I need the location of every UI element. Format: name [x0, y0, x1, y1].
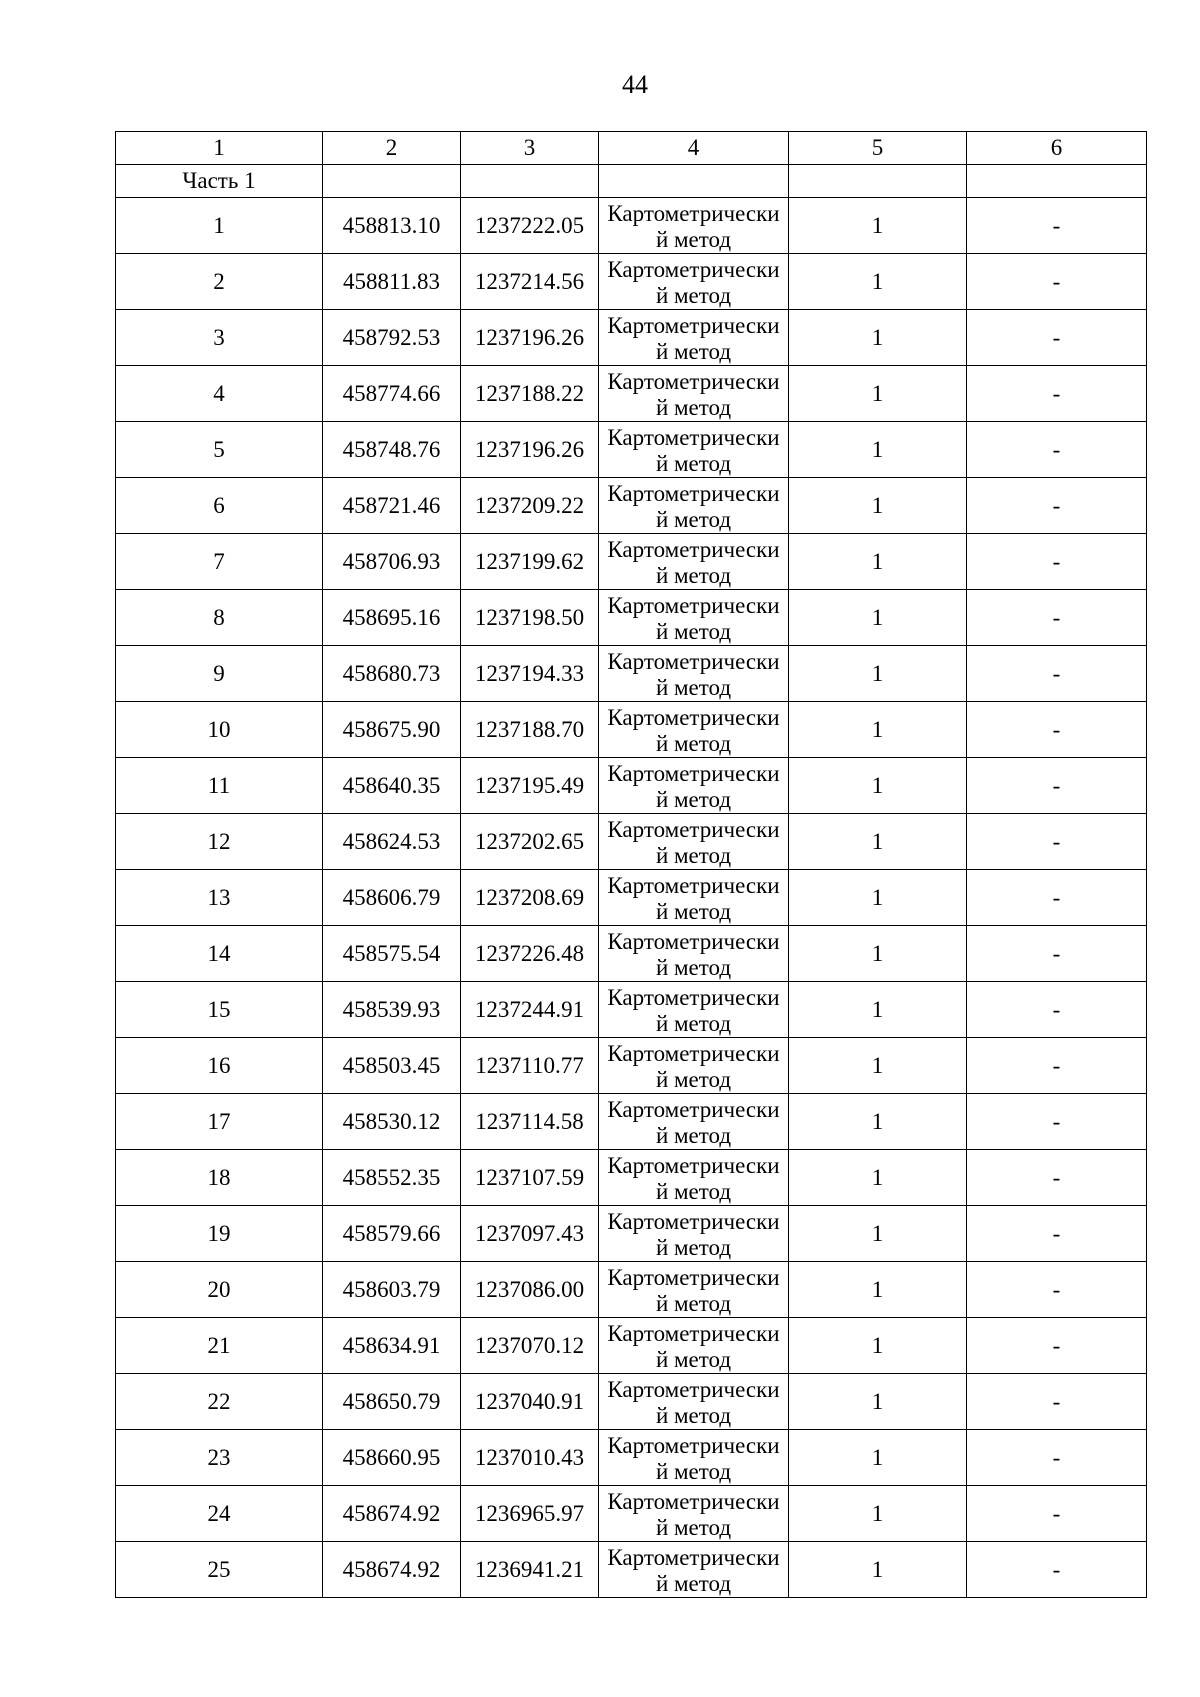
method-cell — [599, 1374, 789, 1430]
method-cell — [599, 982, 789, 1038]
coordinate-y-cell: 1237086.00 — [461, 1262, 599, 1318]
column-number-row — [116, 132, 1147, 165]
coordinate-y-cell: 1237107.59 — [461, 1150, 599, 1206]
method-cell — [599, 814, 789, 870]
method-text-line-1: Картометрически — [607, 200, 780, 226]
method-text-line-2: й метод — [655, 1346, 732, 1372]
note-cell: - — [967, 478, 1147, 534]
note-cell: - — [967, 870, 1147, 926]
point-number-cell: 8 — [116, 590, 323, 646]
coordinate-x-cell: 458624.53 — [323, 814, 461, 870]
method-text-line-1: Картометрически — [607, 704, 780, 730]
point-number-cell: 24 — [116, 1486, 323, 1542]
table-row — [116, 1430, 1147, 1486]
coordinates-table — [115, 131, 1147, 1598]
coordinate-y-cell: 1237198.50 — [461, 590, 599, 646]
method-text-line-1: Картометрически — [607, 1320, 780, 1346]
method-cell — [599, 1542, 789, 1598]
method-text-line-2: й метод — [655, 730, 732, 756]
accuracy-cell: 1 — [789, 1486, 967, 1542]
note-cell: - — [967, 366, 1147, 422]
accuracy-cell: 1 — [789, 1430, 967, 1486]
coordinate-x-cell: 458674.92 — [323, 1486, 461, 1542]
coordinate-y-cell: 1237199.62 — [461, 534, 599, 590]
point-number-cell: 4 — [116, 366, 323, 422]
coordinate-y-cell: 1237110.77 — [461, 1038, 599, 1094]
coordinate-x-cell: 458748.76 — [323, 422, 461, 478]
method-text-line-2: й метод — [655, 954, 732, 980]
table-row — [116, 1318, 1147, 1374]
method-text-line-2: й метод — [655, 898, 732, 924]
point-number-cell: 14 — [116, 926, 323, 982]
method-cell — [599, 1318, 789, 1374]
method-cell — [599, 366, 789, 422]
accuracy-cell: 1 — [789, 1094, 967, 1150]
method-text-line-2: й метод — [655, 226, 732, 252]
method-text-line-1: Картометрически — [607, 256, 780, 282]
point-number-cell: 19 — [116, 1206, 323, 1262]
coordinate-x-cell: 458603.79 — [323, 1262, 461, 1318]
coordinate-x-cell: 458539.93 — [323, 982, 461, 1038]
point-number-cell: 5 — [116, 422, 323, 478]
coordinate-y-cell: 1237194.33 — [461, 646, 599, 702]
point-number-cell: 7 — [116, 534, 323, 590]
accuracy-cell: 1 — [789, 534, 967, 590]
part-row-cell — [789, 165, 967, 198]
point-number-cell: 21 — [116, 1318, 323, 1374]
coordinate-y-cell: 1237070.12 — [461, 1318, 599, 1374]
part-row-cell — [323, 165, 461, 198]
table-row — [116, 1094, 1147, 1150]
method-text-line-1: Картометрически — [607, 1432, 780, 1458]
note-cell: - — [967, 1486, 1147, 1542]
point-number-cell: 1 — [116, 198, 323, 254]
method-text-line-2: й метод — [655, 842, 732, 868]
table-row — [116, 982, 1147, 1038]
table-row — [116, 870, 1147, 926]
point-number-cell: 3 — [116, 310, 323, 366]
note-cell: - — [967, 422, 1147, 478]
page-number: 44 — [622, 70, 648, 99]
coordinate-y-cell: 1237208.69 — [461, 870, 599, 926]
note-cell: - — [967, 1206, 1147, 1262]
method-text-line-2: й метод — [655, 1402, 732, 1428]
method-text-line-1: Картометрически — [607, 760, 780, 786]
coordinate-y-cell: 1237226.48 — [461, 926, 599, 982]
note-cell: - — [967, 1038, 1147, 1094]
method-text-line-2: й метод — [655, 1010, 732, 1036]
point-number-cell: 10 — [116, 702, 323, 758]
method-text-line-2: й метод — [655, 1290, 732, 1316]
part-row-cell — [599, 165, 789, 198]
table-row — [116, 758, 1147, 814]
coordinate-x-cell: 458792.53 — [323, 310, 461, 366]
note-cell: - — [967, 1318, 1147, 1374]
method-cell — [599, 870, 789, 926]
accuracy-cell: 1 — [789, 1374, 967, 1430]
table-row — [116, 422, 1147, 478]
note-cell: - — [967, 982, 1147, 1038]
coordinates-table-body — [116, 132, 1147, 1598]
method-cell — [599, 478, 789, 534]
note-cell: - — [967, 1430, 1147, 1486]
accuracy-cell: 1 — [789, 1262, 967, 1318]
column-number-2: 2 — [323, 132, 461, 165]
table-row — [116, 254, 1147, 310]
accuracy-cell: 1 — [789, 1150, 967, 1206]
point-number-cell: 11 — [116, 758, 323, 814]
table-row — [116, 1206, 1147, 1262]
method-text-line-1: Картометрически — [607, 872, 780, 898]
accuracy-cell: 1 — [789, 758, 967, 814]
method-text-line-1: Картометрически — [607, 312, 780, 338]
point-number-cell: 20 — [116, 1262, 323, 1318]
note-cell: - — [967, 1094, 1147, 1150]
method-text-line-2: й метод — [655, 1066, 732, 1092]
method-cell — [599, 198, 789, 254]
coordinate-x-cell: 458674.92 — [323, 1542, 461, 1598]
method-text-line-1: Картометрически — [607, 536, 780, 562]
point-number-cell: 18 — [116, 1150, 323, 1206]
method-cell — [599, 758, 789, 814]
column-number-4: 4 — [599, 132, 789, 165]
accuracy-cell: 1 — [789, 870, 967, 926]
coordinate-x-cell: 458650.79 — [323, 1374, 461, 1430]
accuracy-cell: 1 — [789, 310, 967, 366]
method-text-line-2: й метод — [655, 1514, 732, 1540]
coordinate-y-cell: 1237214.56 — [461, 254, 599, 310]
part-row-cell — [967, 165, 1147, 198]
coordinate-x-cell: 458675.90 — [323, 702, 461, 758]
method-text-line-1: Картометрически — [607, 592, 780, 618]
table-row — [116, 1542, 1147, 1598]
note-cell: - — [967, 1374, 1147, 1430]
column-number-1: 1 — [116, 132, 323, 165]
accuracy-cell: 1 — [789, 1206, 967, 1262]
method-text-line-2: й метод — [655, 1178, 732, 1204]
column-number-5: 5 — [789, 132, 967, 165]
coordinate-x-cell: 458813.10 — [323, 198, 461, 254]
point-number-cell: 23 — [116, 1430, 323, 1486]
coordinate-y-cell: 1237195.49 — [461, 758, 599, 814]
accuracy-cell: 1 — [789, 702, 967, 758]
accuracy-cell: 1 — [789, 982, 967, 1038]
method-text-line-1: Картометрически — [607, 1376, 780, 1402]
method-text-line-2: й метод — [655, 618, 732, 644]
method-text-line-2: й метод — [655, 1458, 732, 1484]
method-cell — [599, 646, 789, 702]
table-row — [116, 478, 1147, 534]
note-cell: - — [967, 254, 1147, 310]
coordinate-y-cell: 1237196.26 — [461, 310, 599, 366]
coordinate-x-cell: 458811.83 — [323, 254, 461, 310]
method-text-line-1: Картометрически — [607, 1040, 780, 1066]
accuracy-cell: 1 — [789, 590, 967, 646]
point-number-cell: 12 — [116, 814, 323, 870]
coordinate-x-cell: 458575.54 — [323, 926, 461, 982]
coordinate-y-cell: 1237244.91 — [461, 982, 599, 1038]
method-text-line-2: й метод — [655, 338, 732, 364]
table-row — [116, 590, 1147, 646]
coordinate-y-cell: 1237097.43 — [461, 1206, 599, 1262]
method-cell — [599, 422, 789, 478]
method-text-line-1: Картометрически — [607, 368, 780, 394]
method-cell — [599, 1038, 789, 1094]
method-cell — [599, 926, 789, 982]
table-row — [116, 198, 1147, 254]
method-text-line-1: Картометрически — [607, 480, 780, 506]
accuracy-cell: 1 — [789, 1542, 967, 1598]
coordinate-y-cell: 1237222.05 — [461, 198, 599, 254]
coordinate-y-cell: 1237209.22 — [461, 478, 599, 534]
coordinate-x-cell: 458579.66 — [323, 1206, 461, 1262]
accuracy-cell: 1 — [789, 646, 967, 702]
method-cell — [599, 534, 789, 590]
coordinate-x-cell: 458530.12 — [323, 1094, 461, 1150]
method-text-line-1: Картометрически — [607, 816, 780, 842]
table-row — [116, 814, 1147, 870]
point-number-cell: 22 — [116, 1374, 323, 1430]
coordinate-x-cell: 458640.35 — [323, 758, 461, 814]
note-cell: - — [967, 310, 1147, 366]
coordinate-x-cell: 458660.95 — [323, 1430, 461, 1486]
coordinate-y-cell: 1237196.26 — [461, 422, 599, 478]
table-row — [116, 1374, 1147, 1430]
point-number-cell: 6 — [116, 478, 323, 534]
table-row — [116, 1150, 1147, 1206]
method-text-line-2: й метод — [655, 1234, 732, 1260]
method-text-line-2: й метод — [655, 282, 732, 308]
accuracy-cell: 1 — [789, 478, 967, 534]
coordinate-x-cell: 458695.16 — [323, 590, 461, 646]
method-cell — [599, 1206, 789, 1262]
coordinate-y-cell: 1237010.43 — [461, 1430, 599, 1486]
method-cell — [599, 1486, 789, 1542]
method-text-line-2: й метод — [655, 1570, 732, 1596]
coordinate-y-cell: 1236941.21 — [461, 1542, 599, 1598]
note-cell: - — [967, 758, 1147, 814]
part-label: Часть 1 — [116, 165, 323, 198]
table-row — [116, 1262, 1147, 1318]
coordinate-y-cell: 1236965.97 — [461, 1486, 599, 1542]
accuracy-cell: 1 — [789, 254, 967, 310]
accuracy-cell: 1 — [789, 366, 967, 422]
column-number-6: 6 — [967, 132, 1147, 165]
note-cell: - — [967, 646, 1147, 702]
method-text-line-1: Картометрически — [607, 1096, 780, 1122]
coordinate-y-cell: 1237188.22 — [461, 366, 599, 422]
method-text-line-1: Картометрически — [607, 1208, 780, 1234]
method-text-line-1: Картометрически — [607, 984, 780, 1010]
table-row — [116, 926, 1147, 982]
table-row — [116, 1486, 1147, 1542]
accuracy-cell: 1 — [789, 814, 967, 870]
method-text-line-2: й метод — [655, 506, 732, 532]
accuracy-cell: 1 — [789, 198, 967, 254]
accuracy-cell: 1 — [789, 1038, 967, 1094]
note-cell: - — [967, 814, 1147, 870]
table-row — [116, 366, 1147, 422]
point-number-cell: 9 — [116, 646, 323, 702]
method-text-line-2: й метод — [655, 394, 732, 420]
point-number-cell: 16 — [116, 1038, 323, 1094]
method-text-line-2: й метод — [655, 674, 732, 700]
point-number-cell: 17 — [116, 1094, 323, 1150]
note-cell: - — [967, 702, 1147, 758]
point-number-cell: 2 — [116, 254, 323, 310]
method-text-line-1: Картометрически — [607, 424, 780, 450]
method-cell — [599, 1094, 789, 1150]
method-text-line-2: й метод — [655, 786, 732, 812]
coordinate-x-cell: 458552.35 — [323, 1150, 461, 1206]
coordinate-y-cell: 1237202.65 — [461, 814, 599, 870]
column-number-3: 3 — [461, 132, 599, 165]
part-row-cell — [461, 165, 599, 198]
method-cell — [599, 1150, 789, 1206]
coordinate-x-cell: 458706.93 — [323, 534, 461, 590]
coordinate-x-cell: 458680.73 — [323, 646, 461, 702]
coordinate-x-cell: 458606.79 — [323, 870, 461, 926]
coordinate-x-cell: 458774.66 — [323, 366, 461, 422]
table-row — [116, 702, 1147, 758]
point-number-cell: 15 — [116, 982, 323, 1038]
method-text-line-2: й метод — [655, 450, 732, 476]
method-cell — [599, 590, 789, 646]
accuracy-cell: 1 — [789, 422, 967, 478]
method-text-line-2: й метод — [655, 1122, 732, 1148]
accuracy-cell: 1 — [789, 926, 967, 982]
part-row — [116, 165, 1147, 198]
method-text-line-1: Картометрически — [607, 1152, 780, 1178]
table-row — [116, 534, 1147, 590]
table-row — [116, 1038, 1147, 1094]
method-cell — [599, 310, 789, 366]
method-cell — [599, 254, 789, 310]
method-text-line-2: й метод — [655, 562, 732, 588]
coordinate-y-cell: 1237040.91 — [461, 1374, 599, 1430]
method-cell — [599, 1262, 789, 1318]
coordinate-x-cell: 458503.45 — [323, 1038, 461, 1094]
note-cell: - — [967, 926, 1147, 982]
note-cell: - — [967, 1262, 1147, 1318]
coordinate-y-cell: 1237114.58 — [461, 1094, 599, 1150]
table-row — [116, 310, 1147, 366]
note-cell: - — [967, 1150, 1147, 1206]
coordinate-y-cell: 1237188.70 — [461, 702, 599, 758]
note-cell: - — [967, 198, 1147, 254]
point-number-cell: 13 — [116, 870, 323, 926]
note-cell: - — [967, 534, 1147, 590]
method-cell — [599, 702, 789, 758]
method-text-line-1: Картометрически — [607, 928, 780, 954]
method-text-line-1: Картометрически — [607, 1264, 780, 1290]
method-text-line-1: Картометрически — [607, 1488, 780, 1514]
table-row — [116, 646, 1147, 702]
note-cell: - — [967, 590, 1147, 646]
coordinate-x-cell: 458634.91 — [323, 1318, 461, 1374]
accuracy-cell: 1 — [789, 1318, 967, 1374]
method-text-line-1: Картометрически — [607, 648, 780, 674]
method-cell — [599, 1430, 789, 1486]
method-text-line-1: Картометрически — [607, 1544, 780, 1570]
note-cell: - — [967, 1542, 1147, 1598]
point-number-cell: 25 — [116, 1542, 323, 1598]
coordinate-x-cell: 458721.46 — [323, 478, 461, 534]
